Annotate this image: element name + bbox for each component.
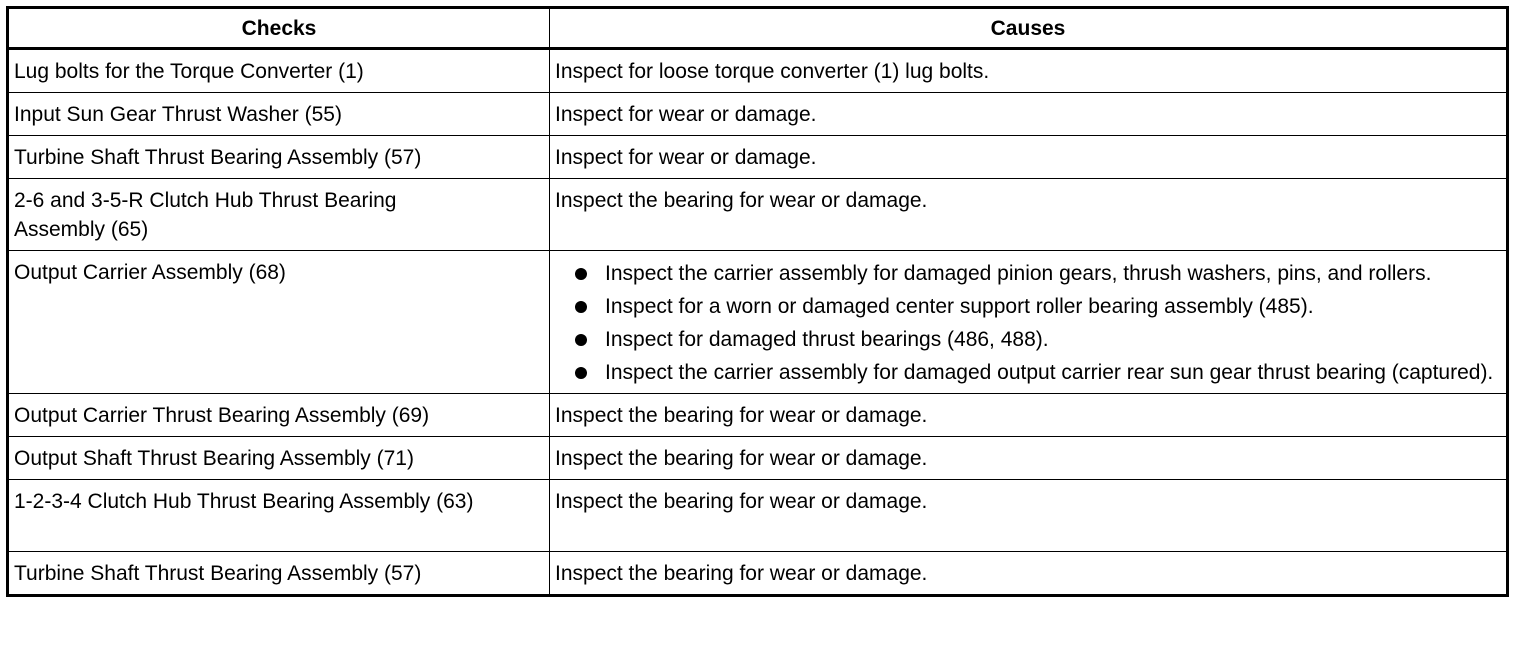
cause-bullet-list [555, 259, 1500, 387]
causes-column-header: Causes [550, 8, 1508, 49]
cause-cell: Inspect for loose torque converter (1) lug bolts. [550, 49, 1508, 93]
cause-cell: Inspect the bearing for wear or damage. [550, 480, 1508, 552]
table-row [8, 93, 1508, 136]
cause-bullet-text: Inspect for damaged thrust bearings (486, 488). [605, 328, 1049, 351]
cause-cell: Inspect the bearing for wear or damage. [550, 437, 1508, 480]
cause-bullet-item [575, 358, 1500, 387]
cause-cell: Inspect for wear or damage. [550, 93, 1508, 136]
check-cell: Output Shaft Thrust Bearing Assembly (71) [8, 437, 550, 480]
check-cell: Turbine Shaft Thrust Bearing Assembly (57) [8, 136, 550, 179]
cause-bullet-text: Inspect for a worn or damaged center support roller bearing assembly (485). [605, 295, 1314, 318]
table-row [8, 49, 1508, 93]
filled-circle-bullet-icon [575, 367, 587, 379]
cause-cell: Inspect for wear or damage. [550, 136, 1508, 179]
filled-circle-bullet-icon [575, 268, 587, 280]
cause-bullet-text: Inspect the carrier assembly for damaged pinion gears, thrush washers, pins, and rollers. [605, 262, 1432, 285]
check-cell: Lug bolts for the Torque Converter (1) [8, 49, 550, 93]
check-cell: Input Sun Gear Thrust Washer (55) [8, 93, 550, 136]
table-row [8, 480, 1508, 552]
table-row [8, 251, 1508, 394]
table-row [8, 437, 1508, 480]
filled-circle-bullet-icon [575, 334, 587, 346]
check-cell: 2-6 and 3-5-R Clutch Hub Thrust Bearing Assembly (65) [8, 179, 550, 251]
cause-bullet-text: Inspect the carrier assembly for damaged output carrier rear sun gear thrust bearing (captured). [605, 361, 1494, 384]
checks-column-header: Checks [8, 8, 550, 49]
cause-cell: Inspect the bearing for wear or damage. [550, 394, 1508, 437]
cause-bullet-item [575, 325, 1500, 354]
table-row [8, 136, 1508, 179]
cause-bullet-item [575, 292, 1500, 321]
table-header-row [8, 8, 1508, 49]
check-cell: Output Carrier Thrust Bearing Assembly (69) [8, 394, 550, 437]
checks-causes-table [6, 6, 1509, 597]
check-cell: Output Carrier Assembly (68) [8, 251, 550, 394]
cause-bullet-item [575, 259, 1500, 288]
table-row [8, 394, 1508, 437]
cause-cell: Inspect the bearing for wear or damage. [550, 179, 1508, 251]
check-cell: 1-2-3-4 Clutch Hub Thrust Bearing Assembly (63) [8, 480, 550, 552]
filled-circle-bullet-icon [575, 301, 587, 313]
check-cell: Turbine Shaft Thrust Bearing Assembly (57) [8, 552, 550, 596]
table-row [8, 552, 1508, 596]
cause-cell [550, 251, 1508, 394]
table-row [8, 179, 1508, 251]
cause-cell: Inspect the bearing for wear or damage. [550, 552, 1508, 596]
